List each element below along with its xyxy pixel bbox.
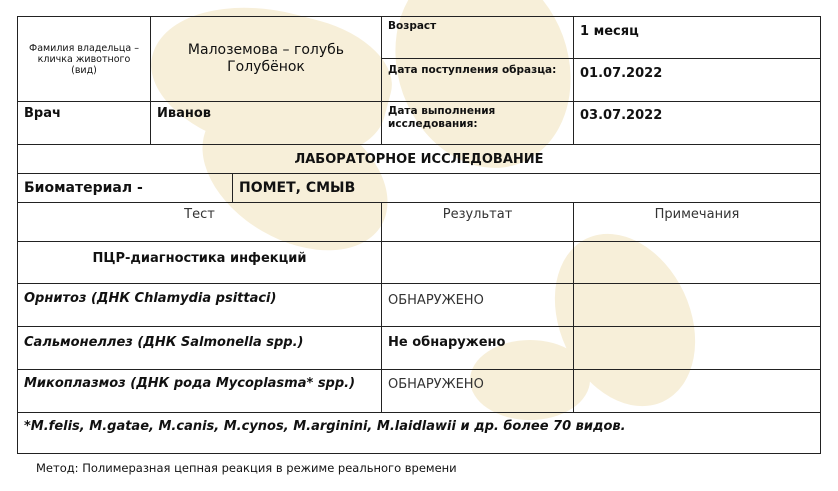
group-result-empty	[381, 241, 574, 284]
biomaterial-label: Биоматериал -	[17, 173, 233, 203]
footnote: *M.felis, M.gatae, M.canis, M.cynos, M.arginini, M.laidlawii и др. более 70 видов.	[17, 412, 821, 454]
table-row-notes	[573, 283, 821, 327]
age-label: Возраст	[381, 16, 574, 59]
table-row-notes	[573, 326, 821, 370]
group-title: ПЦР-диагностика инфекций	[17, 241, 382, 284]
doctor-value: Иванов	[150, 101, 382, 145]
section-title: ЛАБОРАТОРНОЕ ИССЛЕДОВАНИЕ	[17, 144, 821, 174]
received-label: Дата поступления образца:	[381, 58, 574, 102]
column-header-test: Тест	[17, 202, 382, 242]
table-row-result: Не обнаружено	[381, 326, 574, 370]
column-header-result: Результат	[381, 202, 574, 242]
biomaterial-value: ПОМЕТ, СМЫВ	[232, 173, 821, 203]
table-row-result: ОБНАРУЖЕНО	[381, 283, 574, 327]
table-row-notes	[573, 369, 821, 413]
group-notes-empty	[573, 241, 821, 284]
table-row-test: Сальмонеллез (ДНК Salmonella spp.)	[17, 326, 382, 370]
age-value: 1 месяц	[573, 16, 821, 59]
method-note: Метод: Полимеразная цепная реакция в режиме реального времени	[36, 461, 457, 475]
table-row-test: Микоплазмоз (ДНК рода Mycoplasma* spp.)	[17, 369, 382, 413]
done-label: Дата выполнения исследования:	[381, 101, 574, 145]
received-value: 01.07.2022	[573, 58, 821, 102]
table-row-result: ОБНАРУЖЕНО	[381, 369, 574, 413]
owner-value: Малоземова – голубь Голубёнок	[150, 16, 382, 102]
owner-label: Фамилия владельца – кличка животного (вид)	[17, 16, 151, 102]
done-value: 03.07.2022	[573, 101, 821, 145]
doctor-label: Врач	[17, 101, 151, 145]
column-header-notes: Примечания	[573, 202, 821, 242]
table-row-test: Орнитоз (ДНК Chlamydia psittaci)	[17, 283, 382, 327]
